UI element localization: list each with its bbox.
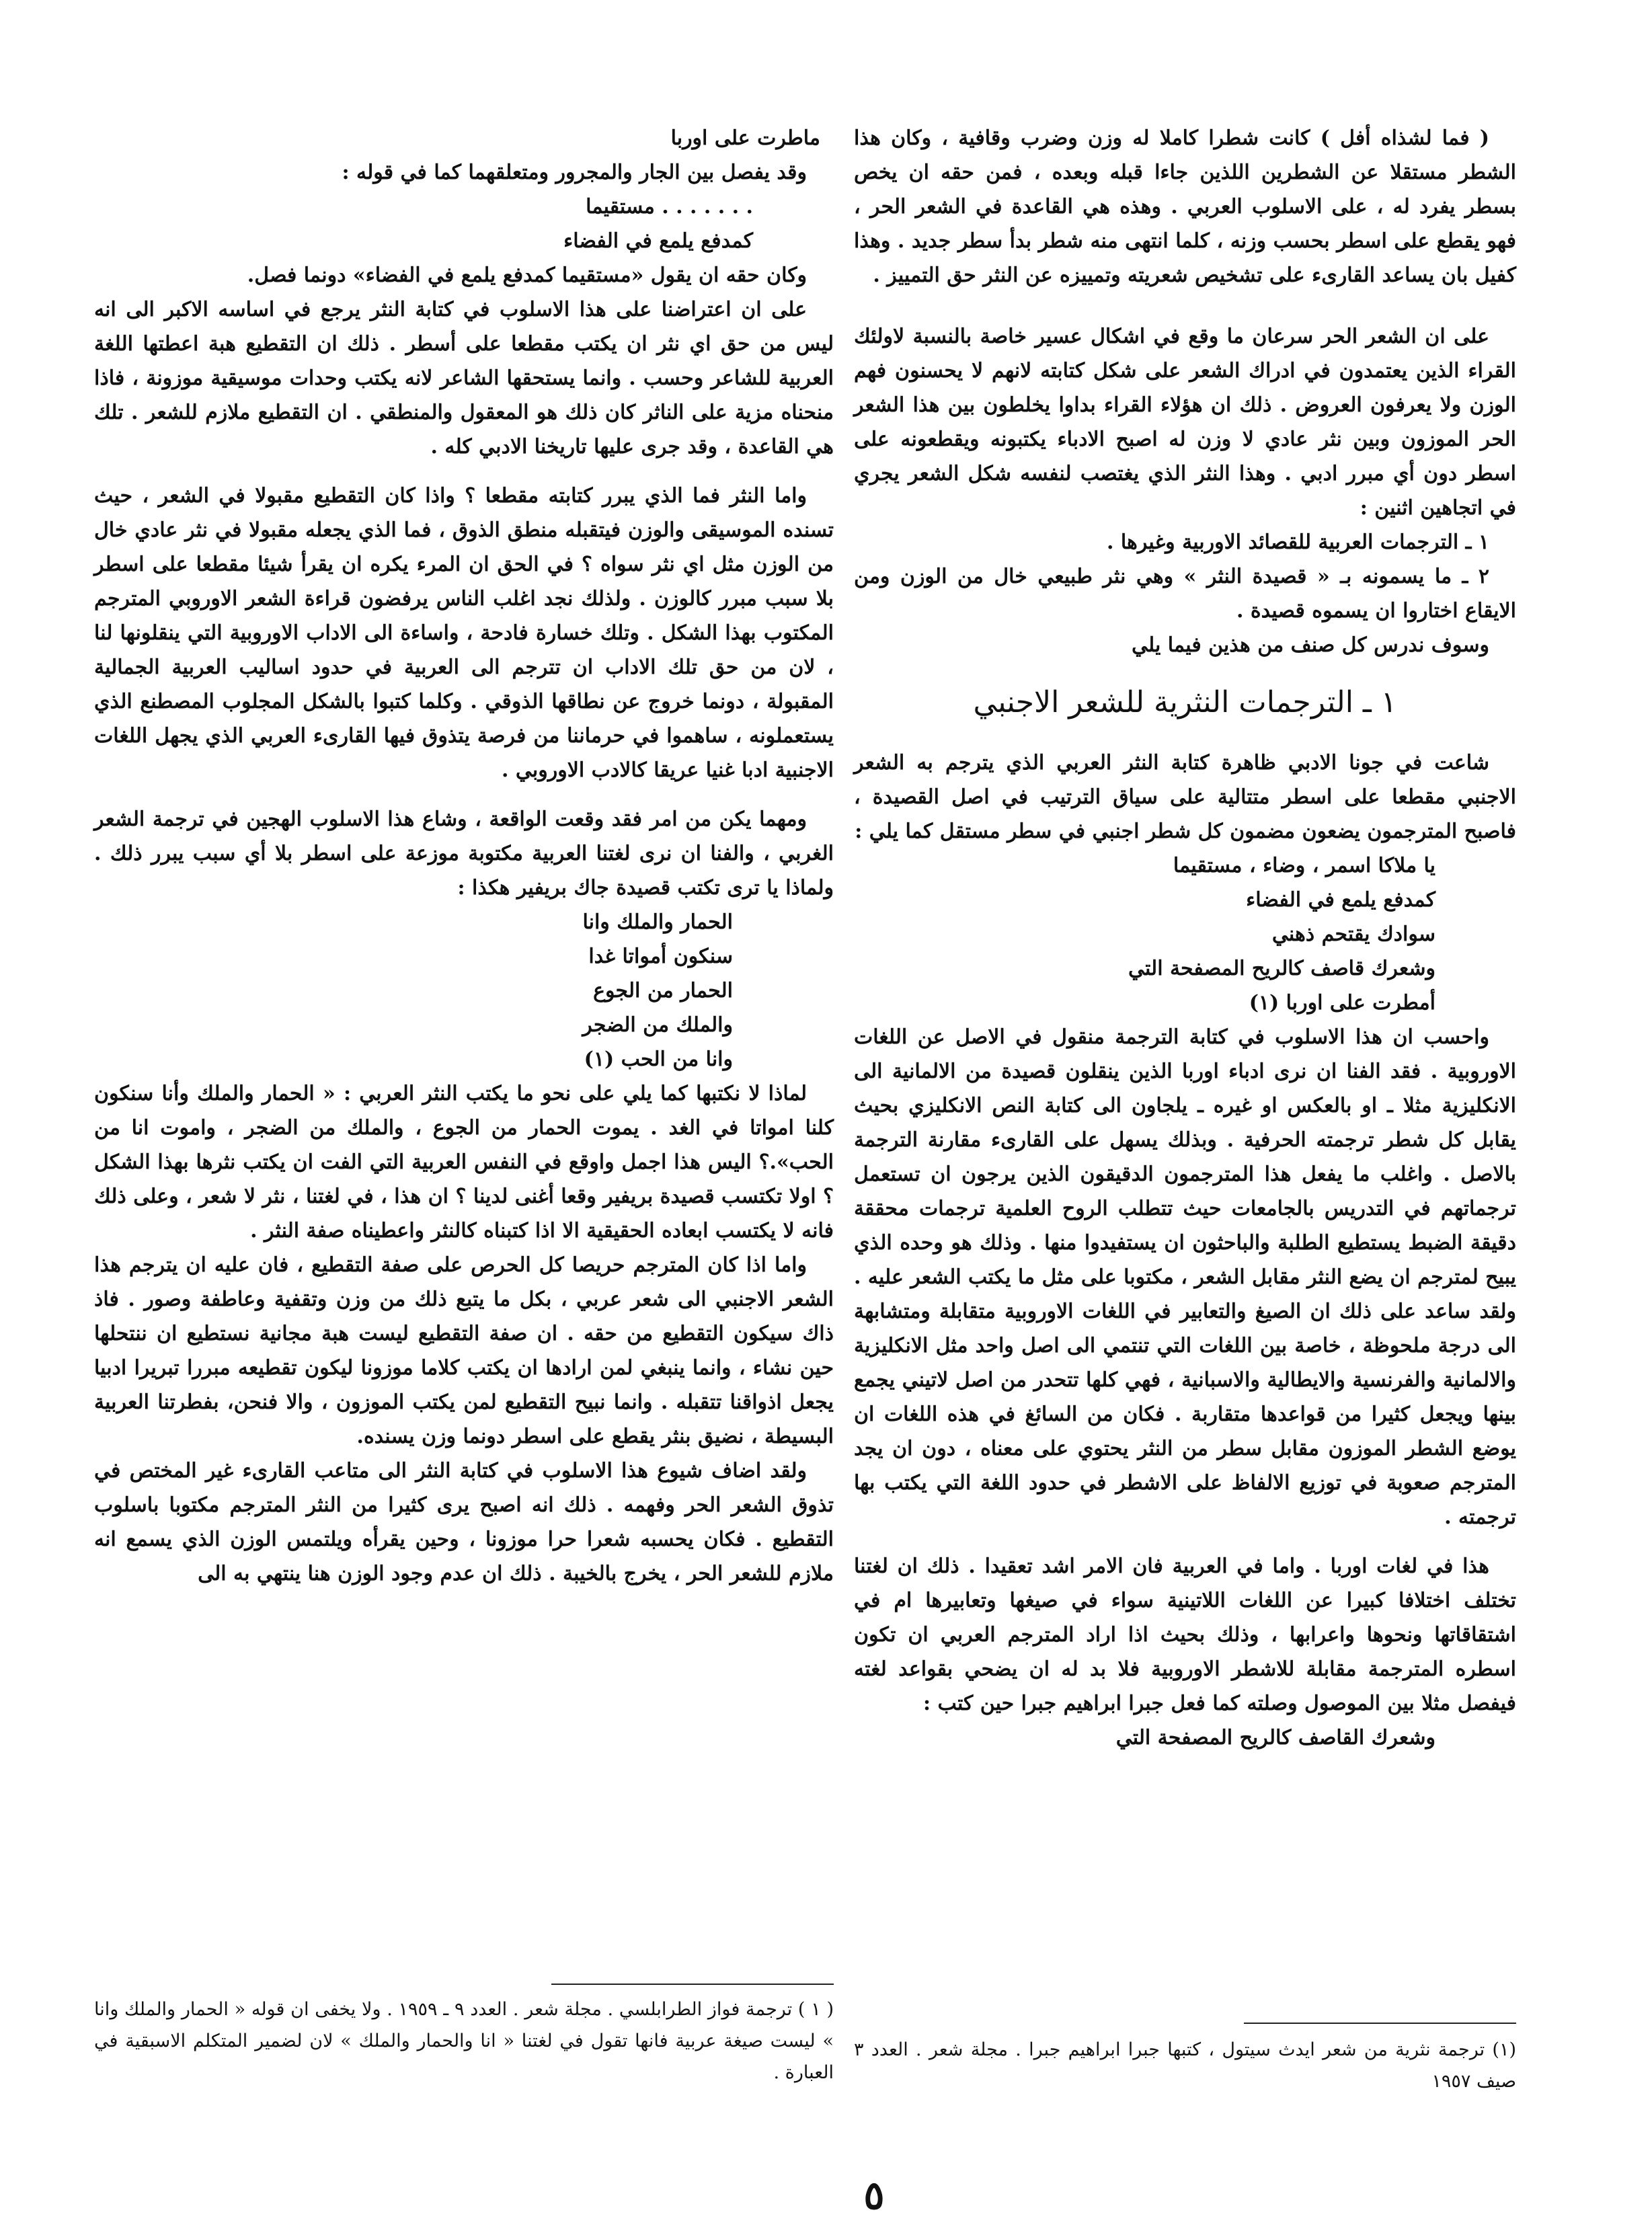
- verse-line: والملك من الضجر: [582, 1013, 733, 1037]
- verse-line: سنكون أمواتا غدا: [588, 945, 733, 968]
- verse-line: الحمار والملك وانا: [582, 910, 733, 934]
- verse-line: وشعرك القاصف كالريح المصفحة التي: [1115, 1726, 1435, 1750]
- paragraph: ( فما لشذاه أفل ) كانت شطرا كاملا له وزن وضرب وقافية ، وكان هذا الشطر مستقلا عن الشطرين اللذين جاءا قبله وبعده ، فمن حقه ان يخص بسطر يفرد له ، على الاسلوب العربي . وهذه هي القاعدة في الشعر الحر ، فهو يقطع على اسطر بحسب وزنه ، كلما انتهى منه شطر بدأ سطر جديد . وهذا كفيل بان يساعد القارىء على تشخيص شعريته وتمييزه عن النثر حق التمييز .: [854, 126, 1516, 287]
- verse-line: وانا من الحب (١): [584, 1048, 733, 1071]
- paragraph: على ان الشعر الحر سرعان ما وقع في اشكال عسير خاصة بالنسبة لاولئك القراء الذين يعتمدون في ادراك الشعر على شكل كتابته لانهم لا يحسنون فهم الوزن ولا يعرفون العروض . ذلك ان هؤلاء القراء بداوا يخلطون بين هذا الشعر الحر الموزون وبين نثر عادي لا وزن له اصبح الادباء يكتبونه ويقطعونه على اسطر دون أي مبرر ادبي . وهذا النثر الذي يغتصب لنفسه شكل الشعر يجري في اتجاهين اثنين :: [854, 325, 1516, 520]
- paragraph: وسوف ندرس كل صنف من هذين فيما يلي: [1132, 633, 1489, 657]
- paragraph: على ان اعتراضنا على هذا الاسلوب في كتابة النثر يرجع في اساسه الاكبر الى انه ليس من حق اي نثر ان يكتب مقطعا على أسطر . ذلك ان التقطيع هبة اعطتها اللغة العربية للشاعر وحسب . وانما يستحقها الشاعر لانه يكتب وحدات موسيقية موزونة ، فاذا منحناه مزية على الناثر كان ذلك هو المعقول والمنطقي . ان التقطيع ملازم للشعر . تلك هي القاعدة ، وقد جرى عليها تاريخنا الادبي كله .: [94, 298, 834, 459]
- paragraph: شاعت في جونا الادبي ظاهرة كتابة النثر العربي الذي يترجم به الشعر الاجنبي مقطعا على اسطر متتالية على سياق الترتيب في اصل القصيدة ، فاصبح المترجمون يضعون مضمون كل شطر اجنبي في سطر مستقل كما يلي :: [854, 751, 1516, 843]
- paragraph: وقد يفصل بين الجار والمجرور ومتعلقهما كما في قوله :: [342, 161, 807, 184]
- verse-line: كمدفع يلمع في الفضاء: [563, 229, 753, 253]
- verse-line: الحمار من الجوع: [593, 979, 733, 1003]
- paragraph: ومهما يكن من امر فقد وقعت الواقعة ، وشاع هذا الاسلوب الهجين في ترجمة الشعر الغربي ، والفنا ان نرى لغتنا العربية مكتوبة موزعة على اسطر بلا أي سبب يبرر ذلك . ولماذا يا ترى تكتب قصيدة جاك بريفير هكذا :: [94, 808, 834, 900]
- footnote-divider: [1244, 2023, 1516, 2024]
- verse-line: وشعرك قاصف كالريح المصفحة التي: [1128, 957, 1435, 980]
- verse-line: . . . . . . . مستقيما: [586, 195, 753, 219]
- verse-line: كمدفع يلمع في الفضاء: [1246, 888, 1435, 912]
- paragraph: واما اذا كان المترجم حريصا كل الحرص على صفة التقطيع ، فان عليه ان يترجم هذا الشعر الاجنبي الى شعر عربي ، بكل ما يتبع ذلك من وزن وتقفية وعاطفة وصور . فاذ ذاك سيكون التقطيع من حقه . ان صفة التقطيع ليست هبة مجانية نستطيع ان ننتحلها حين نشاء ، وانما ينبغي لمن ارادها ان يكتب كلاما موزونا ليكون تقطيعه مبررا تبريرا ادبيا يجعل اذواقنا تتقبله . وانما نبيح التقطيع لمن يكتب الموزون ، والا فنحن، بفطرتنا العربية البسيطة ، نضيق بنثر يقطع على اسطر دونما وزن يسنده.: [94, 1253, 834, 1448]
- verse-line: ماطرت على اوربا: [670, 126, 820, 150]
- left-column: [94, 121, 834, 1591]
- footnote-divider: [551, 1984, 834, 1985]
- paragraph: ولقد اضاف شيوع هذا الاسلوب في كتابة النثر الى متاعب القارىء غير المختص في تذوق الشعر الحر وفهمه . ذلك انه اصبح يرى كثيرا من النثر المترجم مكتوبا باسلوب التقطيع . فكان يحسبه شعرا حرا موزونا ، وحين يقرأه ويلتمس الوزن الذي يسمع انه ملازم للشعر الحر ، يخرج بالخيبة . ذلك ان عدم وجود الوزن هنا ينتهي به الى: [94, 1459, 834, 1585]
- section-heading: ١ ـ الترجمات النثرية للشعر الاجنبي: [973, 685, 1397, 719]
- paragraph: واما النثر فما الذي يبرر كتابته مقطعا ؟ واذا كان التقطيع مقبولا في الشعر ، حيث تسنده الموسيقى والوزن فيتقبله منطق الذوق ، فما الذي يجعله مقبولا في نثر عادي خال من الوزن مثل اي نثر سواه ؟ في الحق ان المرء يكره ان يقرأ شيئا مقطعا على اسطر بلا سبب مبرر كالوزن . ولذلك نجد اغلب الناس يرفضون قراءة الشعر الاوروبي المترجم المكتوب بهذا الشكل . وتلك خسارة فادحة ، واساءة الى الاداب الاوروبية التي ينقلونها لنا ، لان من حق تلك الاداب ان تترجم الى العربية في حدود اساليب العربية الجمالية المقبولة ، دونما خروج عن نطاقها الذوقي . وكلما كتبوا بالشكل المجلوب المصطنع الذي يستعملونه ، ساهموا في حرماننا من فرصة يتذوق فيها القارىء العربي الذي يجهل اللغات الاجنبية ادبا غنيا عريقا كالادب الاوروبي .: [94, 484, 834, 782]
- right-column: [854, 121, 1516, 1755]
- paragraph: وكان حقه ان يقول «مستقيما كمدفع يلمع في الفضاء» دونما فصل.: [247, 264, 807, 287]
- footnote: (١) ترجمة نثرية من شعر ايدث سيتول ، كتبها جبرا ابراهيم جبرا . مجلة شعر . العدد ٣ صيف ١٩٥٧: [854, 2039, 1516, 2092]
- paragraph: واحسب ان هذا الاسلوب في كتابة الترجمة منقول في الاصل عن اللغات الاوروبية . فقد الفنا ان نرى ادباء اوربا الذين ينقلون قصيدة من الالمانية الى الانكليزية مثلا ـ او بالعكس او غيره ـ يلجاون الى كتابة النص الانكليزي بحيث يقابل كل شطر ترجمته الحرفية . وبذلك يسهل على القارىء مقارنة الترجمة بالاصل . واغلب ما يفعل هذا المترجمون الدقيقون الذين يرجون ان تستعمل ترجماتهم في التدريس بالجامعات حيث تتطلب الروح العلمية ترجمات محققة دقيقة الضبط يستطيع الطلبة والباحثون ان يستفيدوا منها . وذلك هو وحده الذي يبيح لمترجم ان يضع النثر مقابل الشعر ، مكتوبا على مثل ما يكتب الشعر عليه . ولقد ساعد على ذلك ان الصيغ والتعابير في اللغات الاوروبية متقابلة ومتشابهة الى درجة ملحوظة ، خاصة بين اللغات التي تنتمي الى اصل واحد مثل الانكليزية والالمانية والفرنسية والايطالية والاسبانية ، فهي كلها تتحدر من اصل لاتيني يجمع بينها ويجعل كثيرا من قواعدها متقاربة . فكان من السائغ في هذه اللغات ان يوضع الشطر الموزون مقابل سطر من النثر يحتوي على معناه ، دون ان يجد المترجم صعوبة في توزيع الالفاظ على الاشطر في حدود اللغة التي يكتب بها ترجمته .: [854, 1025, 1516, 1529]
- footnote: ( ١ ) ترجمة فواز الطرابلسي . مجلة شعر . العدد ٩ ـ ١٩٥٩ . ولا يخفى ان قوله « الحمار والملك وانا » ليست صيغة عربية فانها تقول في لغتنا « انا والحمار والملك » لان لضمير المتكلم الاسبقية في العبارة .: [94, 1999, 834, 2083]
- verse-line: يا ملاكا اسمر ، وضاء ، مستقيما: [1173, 854, 1435, 877]
- list-item: ١ ـ الترجمات العربية للقصائد الاوربية وغيرها .: [1107, 531, 1489, 554]
- list-item: ٢ ـ ما يسمونه بـ « قصيدة النثر » وهي نثر طبيعي خال من الوزن ومن الايقاع اختاروا ان يسموه قصيدة .: [854, 565, 1516, 623]
- page-number: ٥: [863, 2172, 885, 2218]
- paragraph: لماذا لا نكتبها كما يلي على نحو ما يكتب النثر العربي : « الحمار والملك وأنا سنكون كلنا امواتا في الغد . يموت الحمار من الجوع ، والملك من الضجر ، واموت انا من الحب».؟ اليس هذا اجمل واوقع في النفس العربية التي الفت ان يكتب نثرها بهذا الشكل ؟ اولا تكتسب قصيدة بريفير وقعا أغنى لدينا ؟ ان هذا ، في لغتنا ، نثر لا شعر ، وعلى ذلك فانه لا يكتسب ابعاده الحقيقية الا اذا كتبناه كالنثر واعطيناه صفة النثر .: [94, 1082, 834, 1243]
- paragraph: هذا في لغات اوربا . واما في العربية فان الامر اشد تعقيدا . ذلك ان لغتنا تختلف اختلافا كبيرا عن اللغات اللاتينية سواء في صيغها وتعابيرها ام في اشتقاقاتها ونحوها واعرابها ، وذلك بحيث اذا اراد المترجم العربي ان تكون اسطره المترجمة مقابلة للاشطر الاوروبية فلا بد له ان يضحي بقواعد لغته فيفصل مثلا بين الموصول وصلته كما فعل جبرا ابراهيم جبرا حين كتب :: [854, 1555, 1516, 1715]
- verse-line: أمطرت على اوربا (١): [1249, 991, 1435, 1015]
- verse-line: سوادك يقتحم ذهني: [1271, 923, 1435, 946]
